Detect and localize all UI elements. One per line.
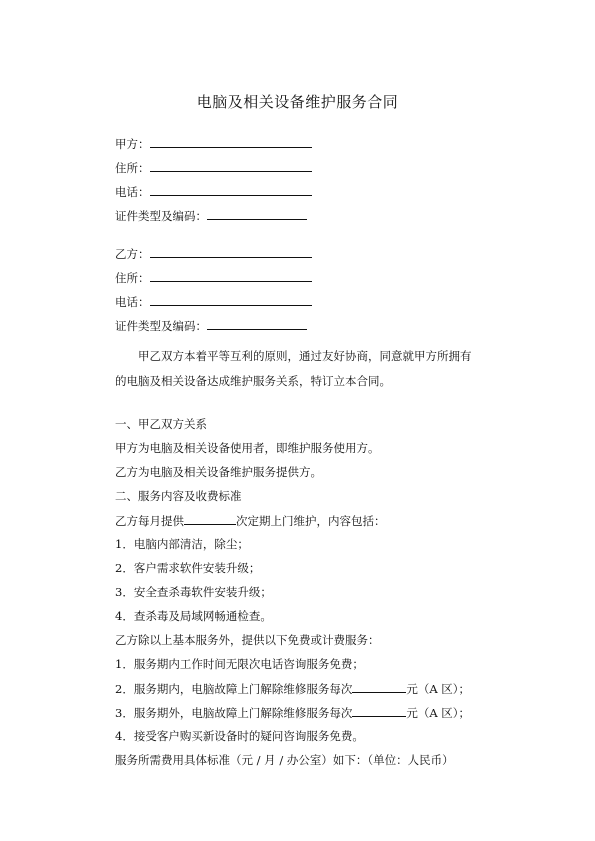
party-a-name-row — [115, 136, 312, 151]
party-a-phone-blank[interactable] — [150, 184, 312, 196]
party-b-id-blank[interactable] — [207, 318, 307, 330]
party-b-name-label: 乙方： — [115, 247, 150, 261]
monthly-visits-blank[interactable] — [184, 513, 236, 525]
party-a-address-blank[interactable] — [150, 160, 312, 172]
extra-service-item: 1．服务期内工作时间无限次电话咨询服务免费； — [115, 657, 364, 671]
section2-heading: 二、服务内容及收费标准 — [115, 489, 242, 503]
intro-paragraph: 甲乙双方本着平等互利的原则，通过友好协商，同意就甲方所拥有的电脑及相关设备达成维护服务关系，特订立本合同。 — [115, 349, 472, 388]
fee-in-period-blank[interactable] — [352, 681, 406, 693]
party-a-phone-row — [115, 184, 312, 199]
service-item: 4．查杀毒及局域网畅通检查。 — [115, 609, 272, 623]
extra-service-fee-in-period — [115, 681, 470, 696]
monthly-visits-prefix: 乙方每月提供 — [115, 514, 184, 528]
party-a-address-label: 住所： — [115, 161, 150, 175]
party-a-name-blank[interactable] — [150, 136, 312, 148]
monthly-visits-suffix: 次定期上门维护，内容包括： — [236, 514, 386, 528]
fee-out-period-suffix: 元（A 区）； — [406, 706, 471, 720]
service-item: 1．电脑内部清洁，除尘； — [115, 537, 249, 551]
party-b-id-row — [115, 318, 307, 333]
fee-out-period-blank[interactable] — [352, 705, 406, 717]
service-item: 2．客户需求软件安装升级； — [115, 561, 261, 575]
document-title: 电脑及相关设备维护服务合同 — [196, 93, 399, 111]
service-item: 3．安全查杀毒软件安装升级； — [115, 585, 272, 599]
party-a-id-label: 证件类型及编码： — [115, 209, 207, 223]
section1-heading: 一、甲乙双方关系 — [115, 417, 207, 431]
party-a-name-label: 甲方： — [115, 137, 150, 151]
party-b-phone-blank[interactable] — [150, 294, 312, 306]
party-b-address-blank[interactable] — [150, 270, 312, 282]
party-b-id-label: 证件类型及编码： — [115, 319, 207, 333]
fee-out-period-prefix: 3．服务期外，电脑故障上门解除维修服务每次 — [115, 706, 353, 720]
party-a-phone-label: 电话： — [115, 185, 150, 199]
section1-line2: 乙方为电脑及相关设备维护服务提供方。 — [115, 465, 322, 479]
party-a-address-row — [115, 160, 312, 175]
party-b-phone-row — [115, 294, 312, 309]
extra-service-fee-out-period — [115, 705, 470, 720]
party-a-id-blank[interactable] — [207, 208, 307, 220]
party-b-name-row — [115, 246, 312, 261]
fee-in-period-prefix: 2．服务期内，电脑故障上门解除维修服务每次 — [115, 682, 353, 696]
fee-in-period-suffix: 元（A 区）； — [406, 682, 471, 696]
party-a-id-row — [115, 208, 307, 223]
party-b-address-row — [115, 270, 312, 285]
party-b-phone-label: 电话： — [115, 295, 150, 309]
extra-service-item: 4．接受客户购买新设备时的疑问咨询服务免费。 — [115, 729, 364, 743]
extra-services-intro: 乙方除以上基本服务外，提供以下免费或计费服务： — [115, 633, 380, 647]
monthly-visits-row — [115, 513, 386, 528]
fee-standard-line: 服务所需费用具体标准（元 / 月 / 办公室）如下：（单位：人民币） — [115, 753, 454, 767]
party-b-name-blank[interactable] — [150, 246, 312, 258]
section1-line1: 甲方为电脑及相关设备使用者，即维护服务使用方。 — [115, 441, 380, 455]
party-b-address-label: 住所： — [115, 271, 150, 285]
